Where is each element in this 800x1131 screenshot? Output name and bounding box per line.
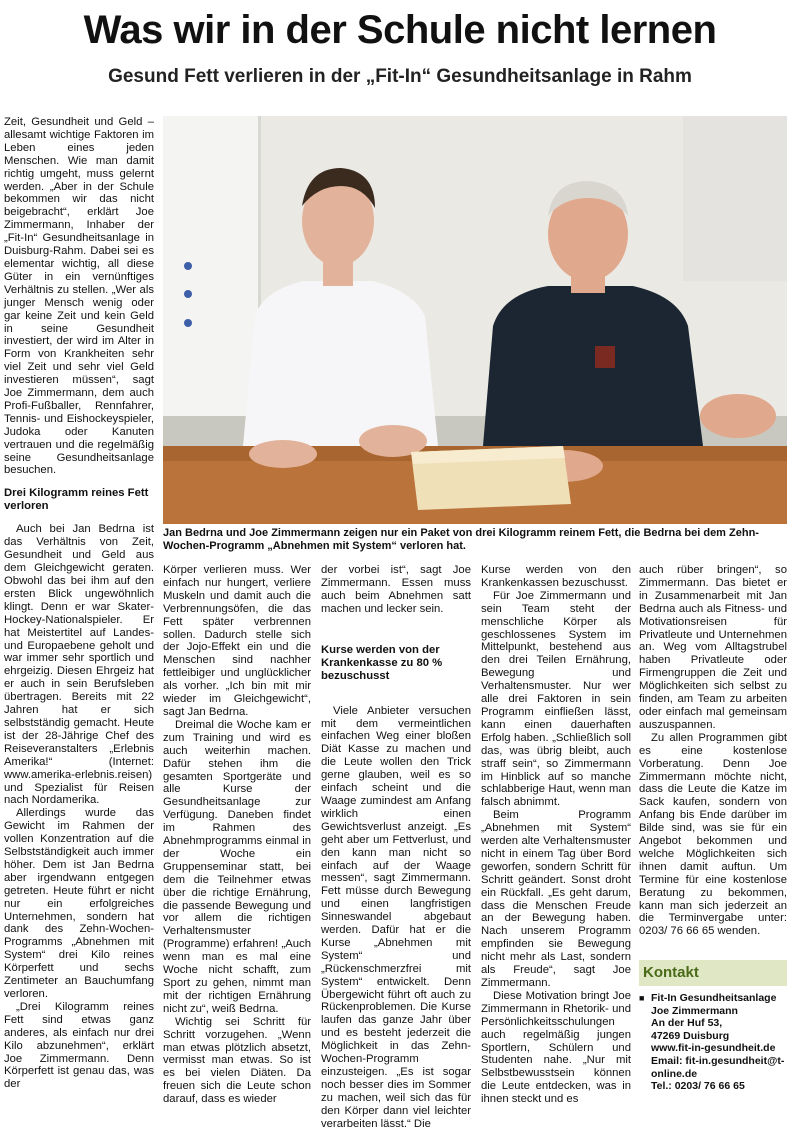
contact-line: Fit-In Gesundheitsanlage	[651, 992, 777, 1004]
paragraph: Kurse werden von den Krankenkassen bezuschusst.	[481, 564, 631, 589]
paragraph: Zeit, Gesundheit und Geld – allesamt wichtige Faktoren im Leben eines jeden Menschen. Wie man damit richtig umgeht, muss gelernt werden. „Aber in der Schule bekommen wir das nicht beigebracht“, erklärt Joe Zimmermann, Inhaber der „Fit-In“ Gesundheitsanlage in Duisburg-Rahm. Dabei sei es elementar wichtig, all diese Güter in ein vernünftiges Verhältnis zu stellen. „Wer als junger Mensch wenig oder gar keine Zeit und kein Geld in seine Gesundheit investiert, der wird im Alter in Form von Krankheiten sehr viel Zeit und sehr viel Geld investieren müssen“, sagt Joe Zimmermann, dem auch Profi-Fußballer, Rennfahrer, Tennis- und Eishockeyspieler, Judoka oder Kanuten vertrauen und die regelmäßig seine Gesundheitsanlage besuchen.	[4, 116, 154, 477]
square-bullet-icon: ■	[639, 993, 645, 1003]
paragraph: Für Joe Zimmermann und sein Team steht der menschliche Körper als geschlossenes System im Mittelpunkt, bestehend aus den drei Teilen Ernährung, Bewegung und Verhaltensmuster. Nur wer alle drei Faktoren in sein Programm einfließen lässt, kann einen dauerhaften Erfolg haben. „Schließlich soll das, was übrig bleibt, auch straff sein“, so Zimmermann im Hinblick auf so manche schlabberige Haut, wenn man falsch abnimmt.	[481, 589, 631, 809]
paragraph: Auch bei Jan Bedrna ist das Verhältnis von Zeit, Gesundheit und Geld aus dem Gleichgewicht geraten. Obwohl das bei ihm auf den ersten Blick ungewöhnlich klingt. Denn er war Skater-Hockey-Nationalspieler. Er hat Meistertitel auf Landes- und Europaebene geholt und war immer sehr sportlich und ehrgeizig. Diesen Ehrgeiz hat er auch in sein Berufsleben übertragen. Bereits mit 22 Jahren hat er sich selbstständig gemacht. Heute ist der 28-Jährige Chef des Reiseveranstalters „Erlebnis Amerika!“ (Internet: www.amerika-erlebnis.reisen) und Spezialist für Reisen nach Nordamerika.	[4, 523, 154, 807]
headline: Was wir in der Schule nicht lernen	[83, 8, 717, 52]
contact-website[interactable]: www.fit-in-gesundheit.de	[651, 1042, 776, 1055]
article-column-1	[4, 116, 154, 1091]
paragraph: Diese Motivation bringt Joe Zimmermann in Rhetorik- und Persönlichkeitsschulungen auch regelmäßig jungen Sportlern, Schülern und Studenten nahe. „Nur mit Selbstbewusstsein können die Leute entdecken, was in ihnen steckt und es	[481, 989, 631, 1106]
section-heading: Drei Kilogramm reines Fett verloren	[4, 487, 149, 513]
article-column-4	[481, 564, 631, 1106]
paragraph: Allerdings wurde das Gewicht im Rahmen der vollen Konzentration auf die Selbstständigkeit auch immer höher. Dem ist Jan Bedrna aber irgendwann entgegen getreten. Heute führt er nicht nur ein erfolgreiches Unternehmen, sondern hat dank des Zehn-Wochen-Programms „Abnehmen mit System“ drei Kilo reines Körperfett und sechs Zentimeter an Bauchumfang verloren.	[4, 807, 154, 1000]
paragraph: „Drei Kilogramm reines Fett sind etwas ganz anderes, als einfach nur drei Kilo abzunehmen“, erklärt Joe Zimmermann. Denn Körperfett ist genau das, was der	[4, 1000, 154, 1091]
article-column-3	[321, 564, 471, 1130]
article-photo	[163, 116, 787, 524]
paragraph: auch rüber bringen“, so Zimmermann. Das bietet er in Zusammenarbeit mit Jan Bedrna auch als Fitness- und Motivationsreisen für Privatleute und Unternehmen an. Weg vom Alltagstrubel haben Privatleute oder Firmengruppen die Zeit und Möglichkeiten sich selbst zu finden, am Team zu arbeiten oder einfach mal gemeinsam auszuspannen.	[639, 564, 787, 731]
contact-line: An der Huf 53,	[651, 1017, 723, 1030]
photo-caption: Jan Bedrna und Joe Zimmermann zeigen nur ein Paket von drei Kilogramm reinem Fett, die Bedrna bei dem Zehn-Wochen-Programm „Abnehmen mit System“ verloren hat.	[163, 527, 759, 552]
article-column-2	[163, 564, 311, 1106]
contact-email-cont: online.de	[651, 1067, 698, 1080]
contact-line: Joe Zimmermann	[651, 1004, 738, 1017]
photo-illustration	[163, 116, 787, 524]
paragraph: Dreimal die Woche kam er zum Training und wird es auch weiterhin machen. Dafür stehen ihm die gesamten Sportgeräte und alle Kurse der Gesundheitsanlage zur Verfügung. Daneben findet im Rahmen des Abnehmprogramms einmal in der Woche ein Gruppenseminar statt, bei dem die Teilnehmer etwas über die richtige Ernährung, die passende Bewegung und vor allem die richtigen Verhaltensmuster (Programme) erfahren! „Auch wenn man es mal eine Woche nicht schafft, zum Sport zu gehen, nimmt man mit der richtigen Ernährung nicht zu“, weiß Bedrna.	[163, 718, 311, 1015]
article-column-5	[639, 564, 787, 954]
paragraph: Beim Programm „Abnehmen mit System“ werden alte Verhaltensmuster nicht in einem Tag über Bord geworfen, sondern Schritt für Schritt geändert. Sonst droht ein Rückfall. „Es geht darum, dass die Menschen Freude an der Bewegung haben. Nach unserem Programm empfinden sie Bewegung nicht mehr als Last, sondern als Freude“, sagt Joe Zimmermann.	[481, 809, 631, 989]
paragraph: Wichtig sei Schritt für Schritt vorzugehen. „Wenn man etwas plötzlich absetzt, vermisst man etwas. So ist es bei vielen Diäten. Da freuen sich die Leute schon darauf, dass es wieder	[163, 1015, 311, 1106]
contact-phone: Tel.: 0203/ 76 66 65	[651, 1080, 745, 1093]
paragraph: Körper verlieren muss. Wer einfach nur hungert, verliere Muskeln und damit auch die Verbrennungsöfen, die das Fett später verbrennen sollen. Dadurch stelle sich der Jojo-Effekt ein und die Menschen sind nachher fettleibiger und unglücklicher als vorher. „Ich bin mit mir wieder im Gleichgewicht“, sagt Jan Bedrna.	[163, 564, 311, 718]
contact-email[interactable]: Email: fit-in.gesundheit@t-	[651, 1054, 785, 1067]
paragraph: Zu allen Programmen gibt es eine kostenlose Vorberatung. Denn Joe Zimmermann möchte nicht, dass die Leute die Katze im Sack kaufen, sondern von Anfang bis Ende darüber im Bilde sind, was sie für ein Angebot bekommen und welche Möglichkeiten sich ihnen damit auftun. Um Termine für eine kostenlose Beratung zu bekommen, kann man sich jederzeit an die Terminvergabe unter: 0203/ 76 66 65 wenden.	[639, 731, 787, 938]
contact-box	[639, 960, 787, 1092]
section-heading: Kurse werden von der Krankenkasse zu 80 % bezuschusst	[321, 643, 443, 682]
subline: Gesund Fett verlieren in der „Fit-In“ Gesundheitsanlage in Rahm	[108, 66, 692, 87]
paragraph: Viele Anbieter versuchen mit dem vermeintlichen einfachen Weg einer bloßen Diät Kasse zu machen und die Leute wollen den Trick gerne glauben, weil es so einfach scheint und die Waage zumindest am Anfang wirklich einen Gewichtsverlust anzeigt. „Es geht aber um Fettverlust, und den kann man nicht so einfach auf der Waage messen“, sagt Zimmermann. Fett müsse durch Bewegung und einen langfristigen Sinneswandel abgebaut werden. Dafür hat er die Kurse „Abnehmen mit System“ und „Rückenschmerzfrei mit System“ entwickelt. Denn Übergewicht führt oft auch zu Rückenproblemen. Die Kurse laufen das ganze Jahr über und es besteht jederzeit die Möglichkeit in das Zehn-Wochen-Programm einzusteigen. „Es ist sogar noch besser dies im Sommer zu machen, weil sich das für den Körper dann viel leichter verarbeiten lässt.“ Die	[321, 704, 471, 1130]
paragraph: der vorbei ist“, sagt Joe Zimmermann. Essen muss auch beim Abnehmen satt machen und lecker sein.	[321, 564, 471, 615]
contact-line: 47269 Duisburg	[651, 1029, 730, 1042]
contact-title: Kontakt	[639, 960, 787, 986]
